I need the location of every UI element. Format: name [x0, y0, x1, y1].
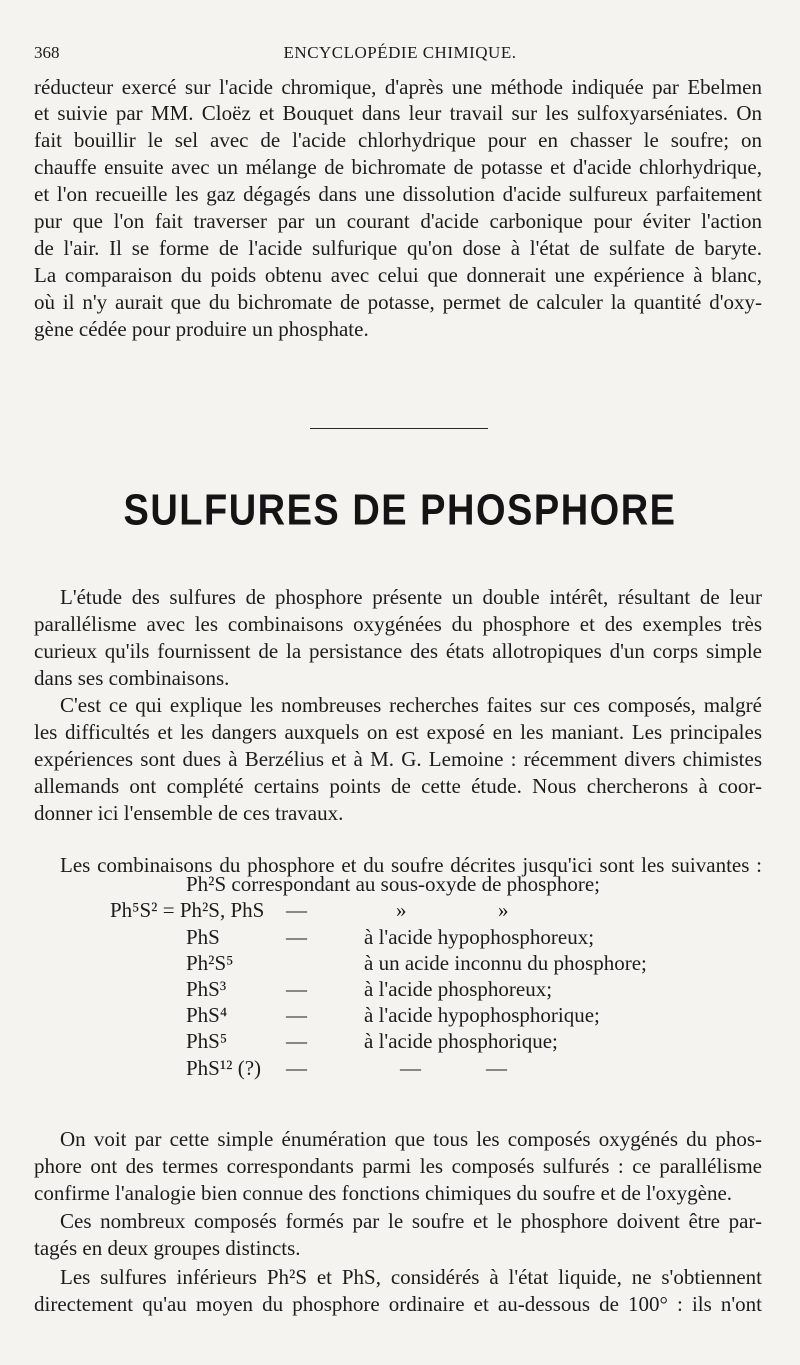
page	[34, 0, 766, 1365]
page-number: 368	[34, 43, 60, 62]
text-line: Ces nombreux composés formés par le soufre et le phosphore doivent être par-	[60, 1209, 762, 1233]
text-line: confirme l'analogie bien connue des fonctions chimiques du soufre et de l'oxygène.	[34, 1181, 733, 1205]
text-line: L'étude des sulfures de phosphore présente un double intérêt, résultant de leur	[60, 585, 762, 609]
text-line: réducteur exercé sur l'acide chromique, d'après une méthode indiquée par Ebelmen	[34, 75, 762, 99]
ditto-mark: »	[396, 898, 407, 922]
page-header	[34, 43, 766, 67]
section-title: SULFURES DE PHOSPHORE	[123, 486, 677, 536]
text-line: gène cédée pour produire un phosphate.	[34, 317, 369, 341]
text-line: pur que l'on fait traverser par un courant d'acide carbonique pour éviter l'action	[34, 209, 762, 233]
formula: PhS³	[186, 977, 227, 1001]
text-line: et suivie par MM. Cloëz et Bouquet dans leur travail sur les sulfoxyarséniates. On	[34, 101, 762, 125]
text-line: allemands ont complété certains points de cette étude. Nous chercherons à coor-	[34, 774, 762, 798]
dash: —	[286, 1056, 307, 1080]
correspondence: à l'acide phosphoreux;	[364, 977, 553, 1001]
text-line: chauffe ensuite avec un mélange de bichromate de potasse et d'acide chlorhydrique,	[34, 155, 762, 179]
running-title: ENCYCLOPÉDIE CHIMIQUE.	[283, 43, 517, 62]
text-line: directement qu'au moyen du phosphore ordinaire et au-dessous de 100° : ils n'ont	[34, 1292, 762, 1316]
text-line: donner ici l'ensemble de ces travaux.	[34, 801, 344, 825]
dash: —	[486, 1056, 507, 1080]
formula: PhS¹² (?)	[186, 1056, 262, 1080]
section-divider	[310, 428, 488, 429]
text-line: La comparaison du poids obtenu avec celui que donnerait une expérience à blanc,	[34, 263, 762, 287]
correspondence: à l'acide hypophosphorique;	[364, 1003, 600, 1027]
dash: —	[286, 1029, 307, 1053]
text-line: et l'on recueille les gaz dégagés dans une dissolution d'acide sulfureux parfaitement	[34, 182, 762, 206]
formula: PhS⁴	[186, 1003, 228, 1027]
text-line: tagés en deux groupes distincts.	[34, 1236, 301, 1260]
formula: Ph⁵S² = Ph²S, PhS	[110, 898, 265, 922]
dash: —	[286, 1003, 307, 1027]
text-line: les difficultés et les dangers auxquels on est exposé en les maniant. Les principales	[34, 720, 762, 744]
text-line: On voit par cette simple énumération que tous les composés oxygénés du phos-	[60, 1127, 762, 1151]
text-line: parallélisme avec les combinaisons oxygénées du phosphore et des exemples très	[34, 612, 762, 636]
dash: —	[286, 977, 307, 1001]
correspondence: à un acide inconnu du phosphore;	[364, 951, 647, 975]
correspondence: à l'acide phosphorique;	[364, 1029, 558, 1053]
text-line: curieux qu'ils fournissent de la persistance des états allotropiques d'un corps simple	[34, 639, 762, 663]
formula: Ph²S correspondant au sous-oxyde de phosphore;	[186, 872, 600, 896]
correspondence: à l'acide hypophosphoreux;	[364, 925, 595, 949]
ditto-mark: »	[498, 898, 509, 922]
text-line: C'est ce qui explique les nombreuses recherches faites sur ces composés, malgré	[60, 693, 762, 717]
text-line: fait bouillir le sel avec de l'acide chlorhydrique pour en chasser le soufre; on	[34, 128, 762, 152]
formula: PhS	[186, 925, 220, 949]
text-line: expériences sont dues à Berzélius et à M. G. Lemoine : récemment divers chimistes	[34, 747, 762, 771]
dash: —	[286, 925, 307, 949]
formula: Ph²S⁵	[186, 951, 234, 975]
text-line: Les sulfures inférieurs Ph²S et PhS, considérés à l'état liquide, ne s'obtiennent	[60, 1265, 762, 1289]
text-line: Les combinaisons du phosphore et du soufre décrites jusqu'ici sont les suivantes :	[60, 853, 762, 877]
dash: —	[286, 898, 307, 922]
dash: —	[400, 1056, 421, 1080]
formula: PhS⁵	[186, 1029, 228, 1053]
text-line: de l'air. Il se forme de l'acide sulfurique qu'on dose à l'état de sulfate de baryte.	[34, 236, 762, 260]
text-line: phore ont des termes correspondants parmi les composés sulfurés : ce parallélisme	[34, 1154, 762, 1178]
text-line: dans ses combinaisons.	[34, 666, 230, 690]
text-line: où il n'y aurait que du bichromate de potasse, permet de calculer la quantité d'oxy-	[34, 290, 762, 314]
